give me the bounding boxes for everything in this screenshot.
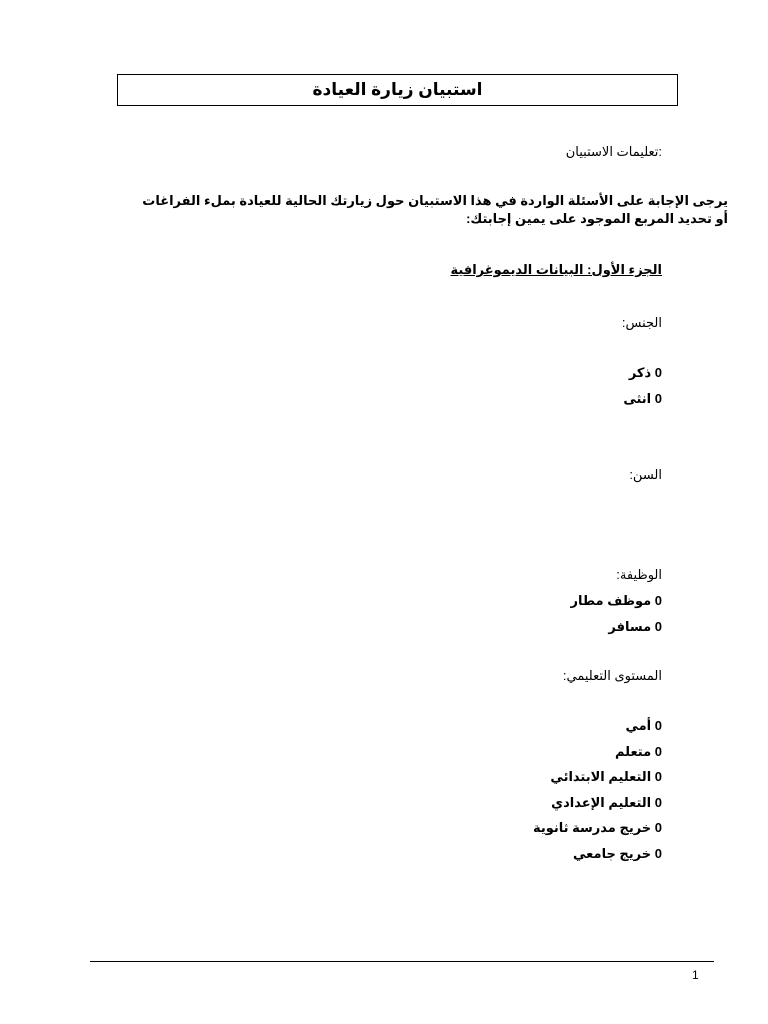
instructions-heading: :تعليمات الاستبيان [565, 144, 662, 159]
education-option-illiterate[interactable]: 0 أمي [625, 718, 662, 733]
education-option-preparatory[interactable]: 0 التعليم الإعدادي [551, 795, 662, 810]
instructions-text: يرجى الإجابة على الأسئلة الواردة في هذا الاستبيان حول زيارتك الحالية للعيادة بملء الفراغات أو تحديد المربع الموجود على يمين إجابتك: [142, 193, 728, 226]
education-option-secondary-graduate[interactable]: 0 خريج مدرسة ثانوية [532, 820, 662, 835]
gender-option-female[interactable]: 0 انثى [623, 391, 662, 406]
job-option-airport-employee[interactable]: 0 موظف مطار [570, 593, 662, 608]
education-label: المستوى التعليمي: [562, 668, 662, 683]
document-title: استبيان زيارة العيادة [117, 74, 678, 106]
page-number: 1 [692, 968, 699, 982]
job-label: الوظيفة: [616, 567, 662, 582]
job-option-traveler[interactable]: 0 مسافر [608, 619, 662, 634]
gender-option-male[interactable]: 0 ذكر [628, 365, 662, 380]
education-option-primary[interactable]: 0 التعليم الابتدائي [550, 769, 662, 784]
age-label: السن: [629, 467, 662, 482]
education-option-literate[interactable]: 0 متعلم [614, 744, 662, 759]
gender-label: الجنس: [621, 315, 662, 330]
education-option-university-graduate[interactable]: 0 خريج جامعي [573, 846, 662, 861]
section-heading: الجزء الأول: البيانات الديموغرافية [450, 262, 662, 277]
footer-divider [90, 961, 714, 962]
